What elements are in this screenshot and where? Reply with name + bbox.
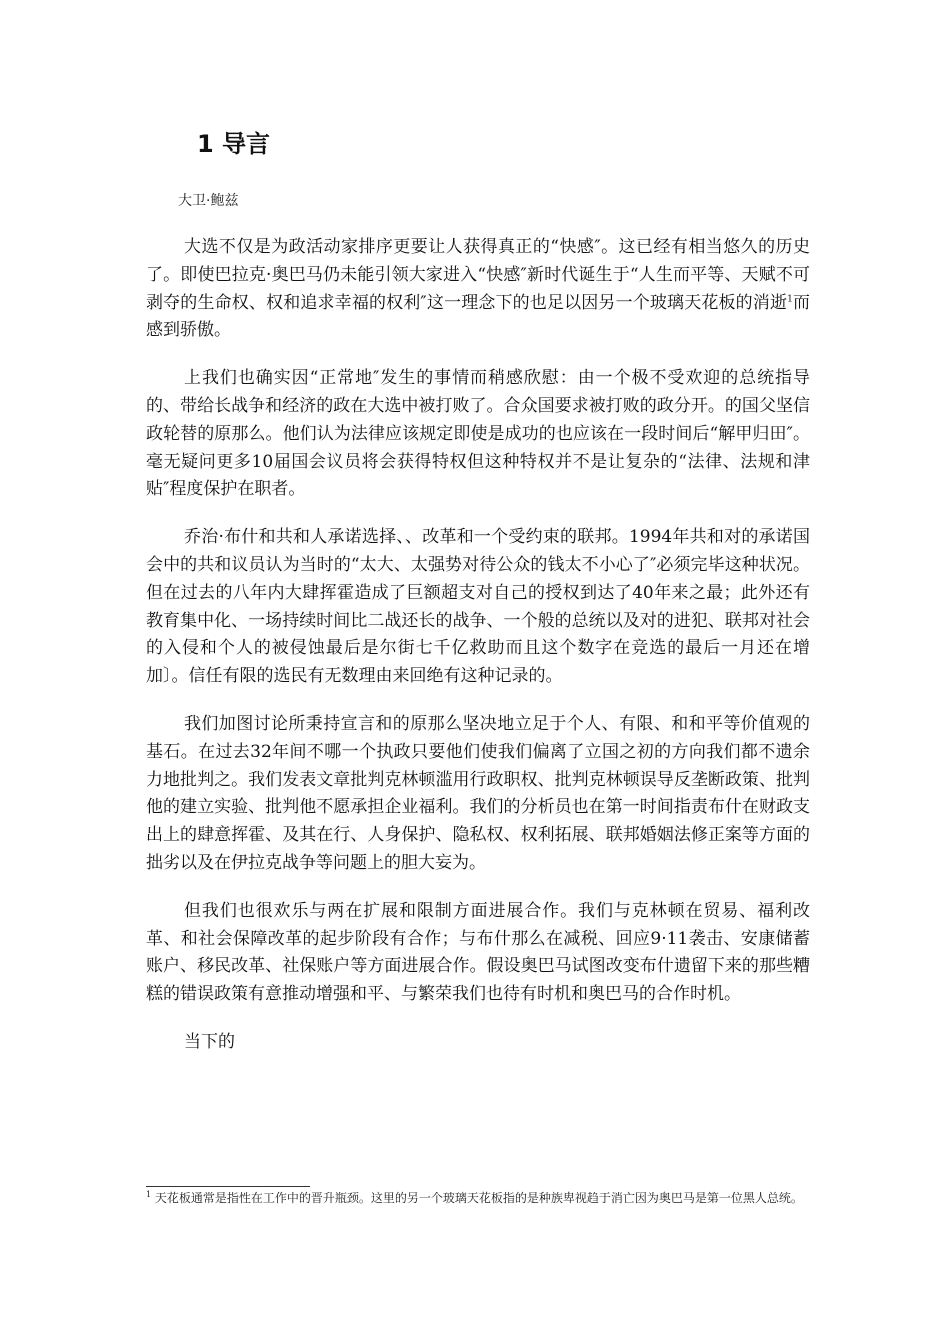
footnote-text: 天花板通常是指性在工作中的晋升瓶颈。这里的另一个玻璃天花板指的是种族卑视趋于消亡因为奥巴马是第一位黑人总统。: [154, 1191, 803, 1205]
chapter-title: 1 导言: [197, 130, 271, 158]
paragraph-1-text: 大选不仅是为政活动家排序更要让人获得真正的“快感″。这已经有相当悠久的历史了。即使巴拉克·奥巴马仍未能引领大家进入“快感″新时代诞生于“人生而平等、天赋不可剥夺的生命权、权和追求幸福的权利″这一理念下的也足以因另一个玻璃天花板的消逝: [146, 237, 810, 313]
paragraph-1-text-end: 而感到骄傲。: [146, 292, 810, 341]
footnote-separator: [146, 1186, 310, 1187]
paragraph-2: 上我们也确实因“正常地″发生的事情而稍感欣慰：由一个极不受欢迎的总统指导的、带给长战争和经济的政在大选中被打败了。合众国要求被打败的政分开。的国父坚信政轮替的原那么。他们认为法律应该规定即使是成功的也应该在一段时间后“解甲归田″。毫无疑问更多10届国会议员将会获得特权但这种特权并不是让复杂的“法律、法规和津贴″程度保护在职者。: [146, 368, 810, 500]
paragraph-6: 当下的: [184, 1031, 235, 1052]
paragraph-4: 我们加图讨论所秉持宣言和的原那么坚决地立足于个人、有限、和和平等价值观的基石。在过去32年间不哪一个执政只要他们使我们偏离了立国之初的方向我们都不遗余力地批判之。我们发表文章批判克林顿滥用行政职权、批判克林顿误导反垄断政策、批判他的建立实验、批判他不愿承担企业福利。我们的分析员也在第一时间指责布什在财政支出上的肆意挥霍、及其在行、人身保护、隐私权、权利拓展、联邦婚姻法修正案等方面的拙劣以及在伊拉克战争等问题上的胆大妄为。: [146, 713, 810, 873]
paragraph-3: 乔治·布什和共和人承诺选择、、改革和一个受约束的联邦。1994年共和对的承诺国会中的共和议员认为当时的“太大、太强势对待公众的钱太不小心了″必须完毕这种状况。但在过去的八年内大肆挥霍造成了巨额超支对自己的授权到达了40年来之最；此外还有教育集中化、一场持续时间比二战还长的战争、一个般的总统以及对的进犯、联邦对社会的入侵和个人的被侵蚀最后是尔街七千亿救助而且这个数字在竞选的最后一月还在增加〕。信任有限的选民有无数理由来回绝有这种记录的。: [146, 527, 810, 687]
paragraph-5: 但我们也很欢乐与两在扩展和限制方面进展合作。我们与克林顿在贸易、福利改革、和社会保障改革的起步阶段有合作；与布什那么在减税、回应9·11袭击、安康储蓄账户、移民改革、社保账户等方面进展合作。假设奥巴马试图改变布什遗留下来的那些糟糕的错误政策有意推动增强和平、与繁荣我们也待有时机和奥巴马的合作时机。: [146, 900, 810, 1005]
footnote: [146, 1190, 810, 1206]
author-name: 大卫·鲍兹: [178, 193, 239, 209]
paragraph-1: [146, 234, 810, 345]
body-text: [146, 234, 810, 1077]
footnote-reference[interactable]: 1: [787, 293, 793, 304]
footnote-mark: 1: [146, 1190, 152, 1199]
